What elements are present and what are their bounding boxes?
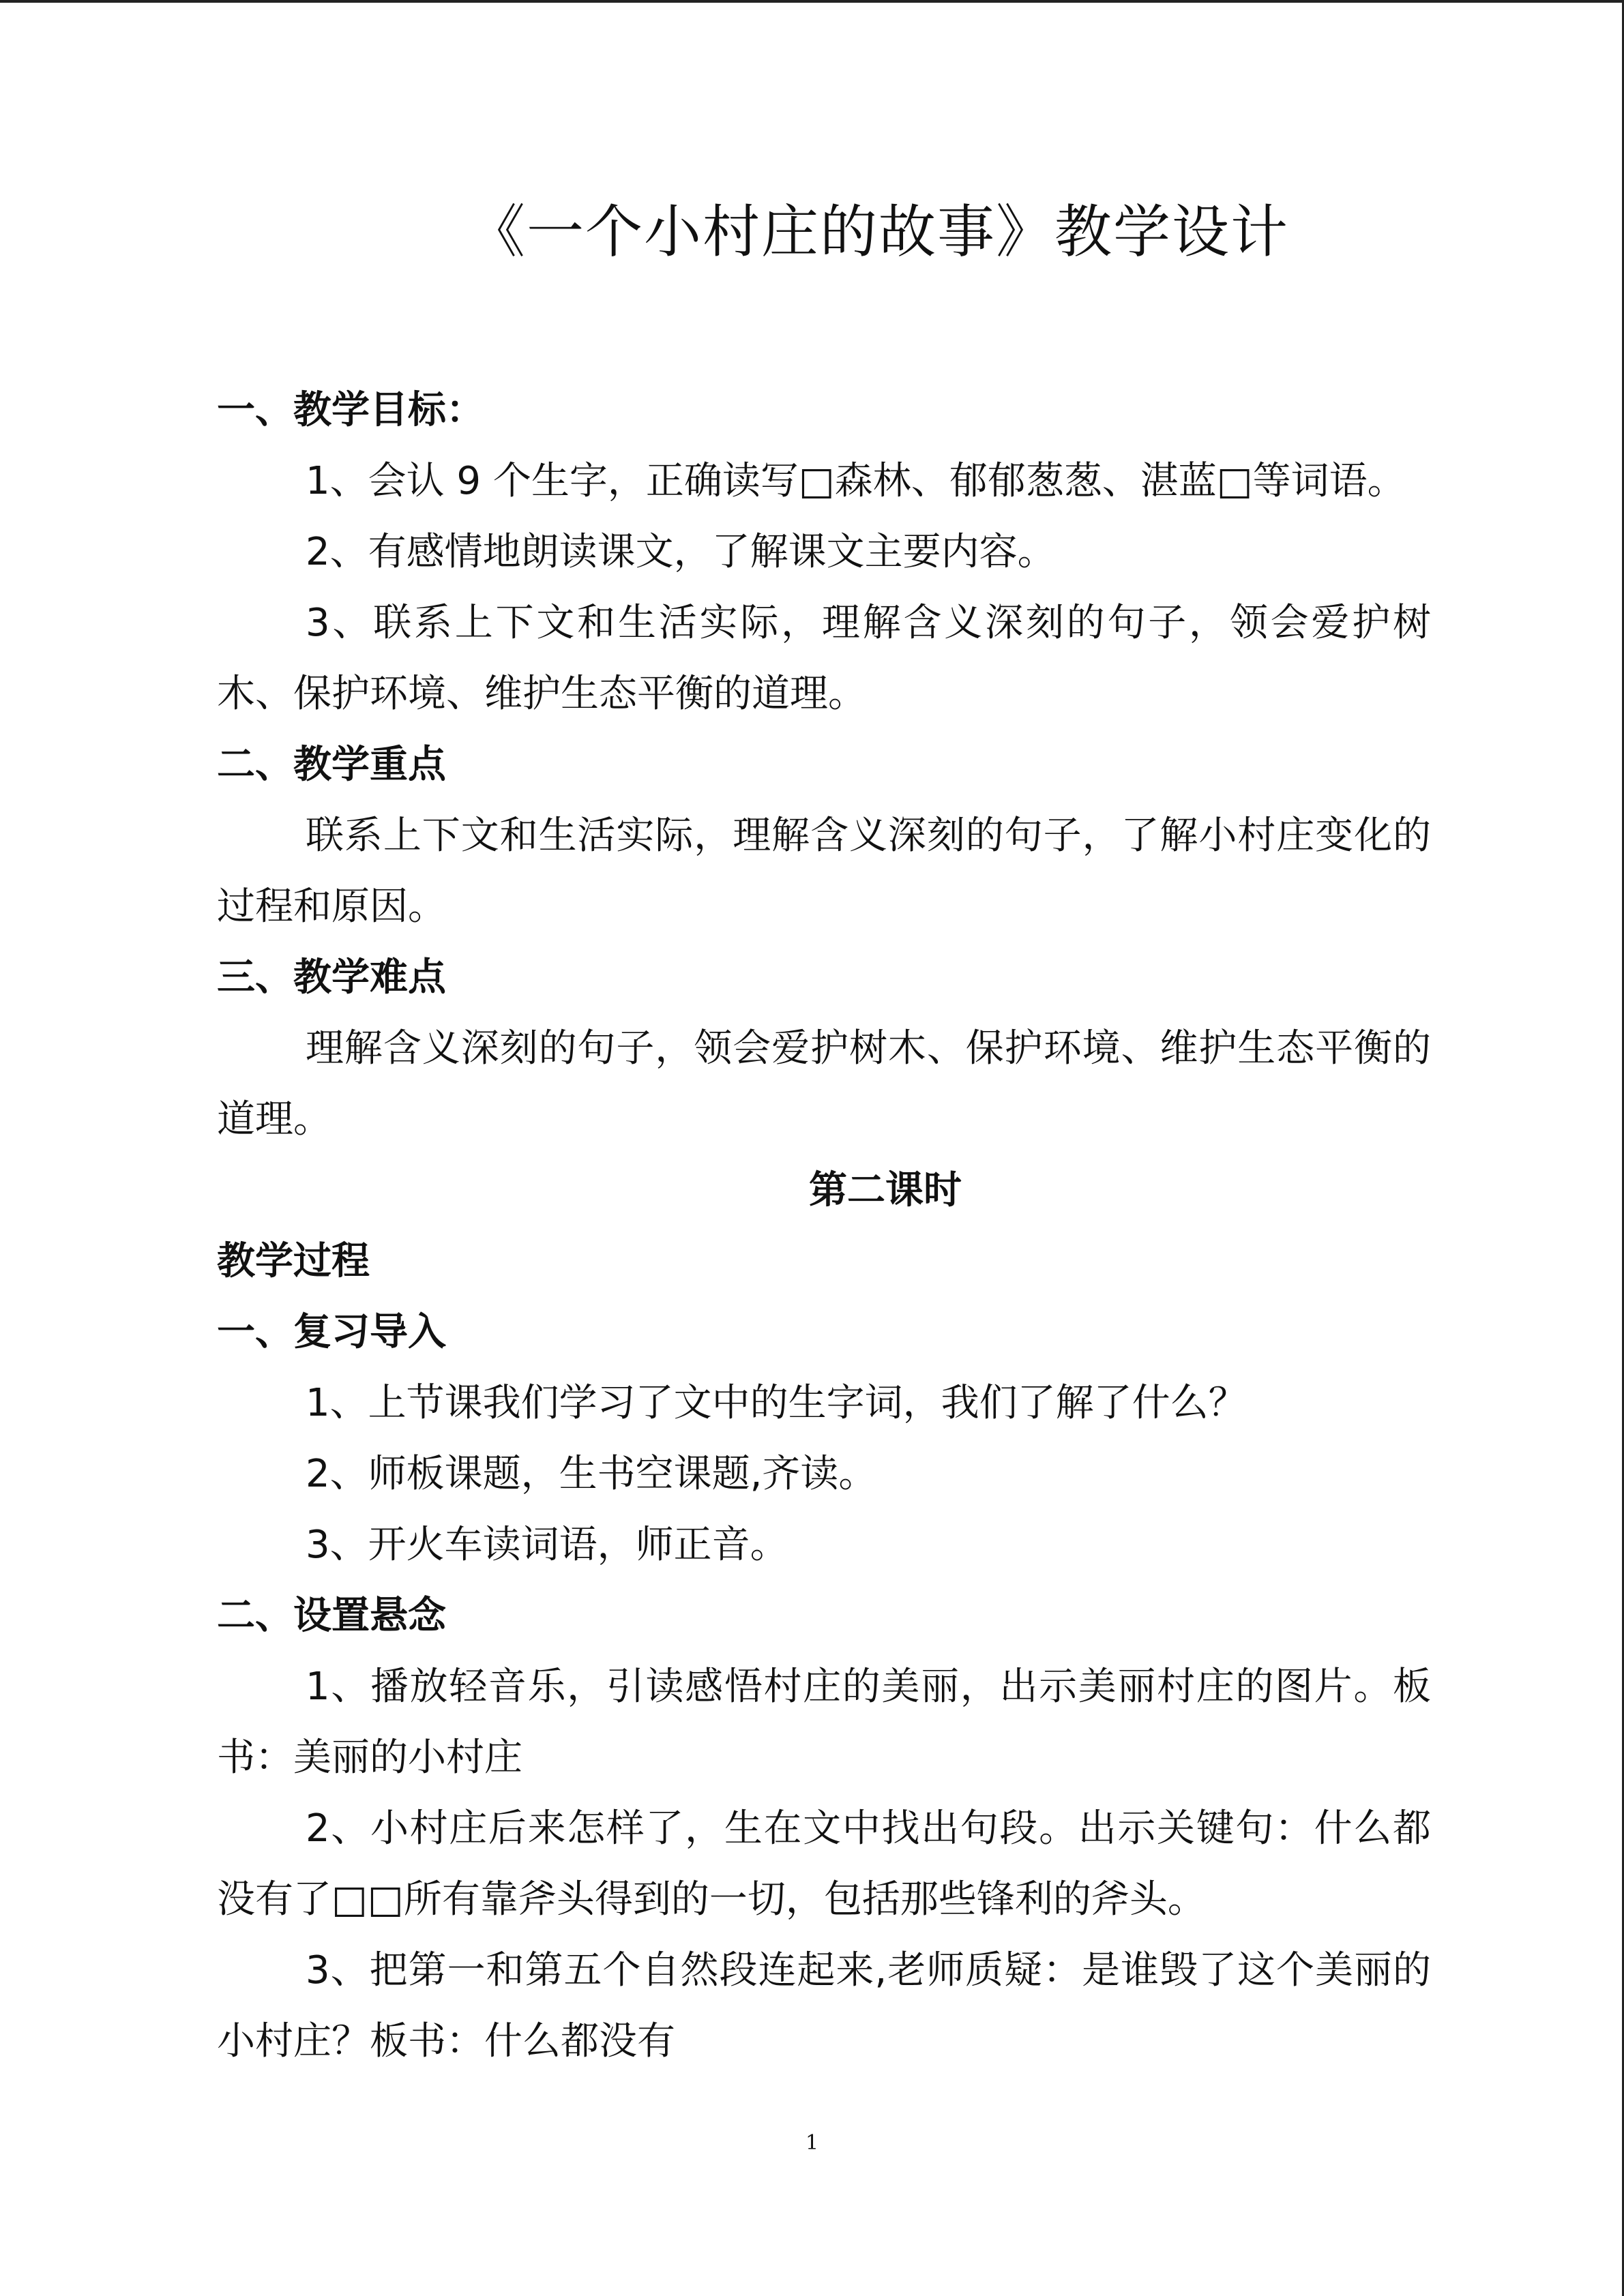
document-page: [217, 191, 1431, 2077]
paragraph: 1、播放轻音乐，引读感悟村庄的美丽，出示美丽村庄的图片。板书：美丽的小村庄: [217, 1665, 1431, 1780]
section-heading: 二、设置悬念: [217, 1594, 446, 1638]
paragraph: 1、会认 9 个生字，正确读写□森林、郁郁葱葱、湛蓝□等词语。: [306, 459, 1406, 503]
lesson-label: 第二课时: [809, 1168, 962, 1212]
section-key-points: [217, 730, 1431, 942]
section-difficult-points: [217, 942, 1431, 1155]
paragraph: 联系上下文和生活实际，理解含义深刻的句子，了解小村庄变化的过程和原因。: [217, 814, 1431, 929]
page-number: 1: [805, 2131, 819, 2155]
paragraph: 2、小村庄后来怎样了，生在文中找出句段。出示关键句：什么都没有了□□所有靠斧头得到的一切，包括那些锋利的斧头。: [217, 1806, 1431, 1922]
section-review-intro: [217, 1297, 1431, 1581]
section-heading: 一、教学目标：: [217, 388, 484, 432]
section-heading: 三、教学难点: [217, 955, 446, 1000]
section-suspense: [217, 1581, 1431, 2077]
paragraph: 理解含义深刻的句子，领会爱护树木、保护环境、维护生态平衡的道理。: [217, 1026, 1431, 1142]
document-title: 《一个小村庄的故事》教学设计: [467, 198, 1289, 265]
paragraph: 3、把第一和第五个自然段连起来,老师质疑：是谁毁了这个美丽的小村庄？板书：什么都没有: [217, 1948, 1431, 2063]
paragraph: 1、上节课我们学习了文中的生字词，我们了解了什么？: [306, 1381, 1247, 1425]
section-heading: 一、复习导入: [217, 1310, 446, 1354]
top-border-line: [0, 0, 1624, 3]
paragraph: 2、师板课题，生书空课题,齐读。: [306, 1452, 877, 1496]
paragraph: 2、有感情地朗读课文，了解课文主要内容。: [306, 530, 1056, 574]
process-heading: 教学过程: [217, 1239, 370, 1283]
paragraph: 3、联系上下文和生活实际，理解含义深刻的句子，领会爱护树木、保护环境、维护生态平衡的道理。: [217, 601, 1431, 716]
section-heading: 二、教学重点: [217, 743, 446, 787]
paragraph: 3、开火车读词语，师正音。: [306, 1523, 788, 1567]
section-teaching-goals: [217, 375, 1431, 730]
